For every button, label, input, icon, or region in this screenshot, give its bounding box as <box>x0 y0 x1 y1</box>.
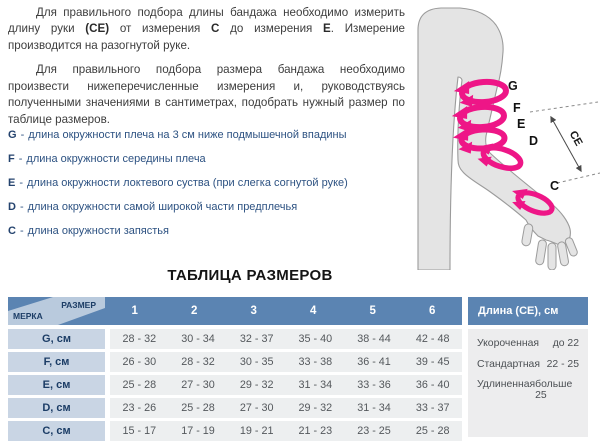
table-row-e <box>8 375 462 395</box>
corner-label-size: РАЗМЕР <box>61 300 96 310</box>
size-table-header-row <box>8 297 462 325</box>
row-cells <box>110 421 462 441</box>
intro-p1-bold-e: Е <box>323 22 331 36</box>
size-cell: 19 - 21 <box>239 425 274 437</box>
body-arm-silhouette <box>418 8 570 270</box>
size-cell: 33 - 38 <box>298 356 333 368</box>
intro-p1-seg: от измерения <box>109 22 212 36</box>
length-value: 22 - 25 <box>546 358 579 370</box>
measurement-letter: D <box>8 201 16 213</box>
size-column-header-1: 1 <box>131 305 138 317</box>
row-cells <box>110 398 462 418</box>
size-cell: 28 - 32 <box>122 333 157 345</box>
measurement-separator: - <box>18 153 23 165</box>
size-cell: 23 - 26 <box>122 402 157 414</box>
size-cell: 39 - 45 <box>415 356 450 368</box>
size-cell: 17 - 19 <box>181 425 215 437</box>
size-cell: 27 - 30 <box>239 402 274 414</box>
size-cell: 23 - 25 <box>357 425 391 437</box>
size-column-header-2: 2 <box>191 305 198 317</box>
finger <box>548 243 556 270</box>
thumb <box>521 223 533 246</box>
measurement-text: длина окружности самой широкой части предплечья <box>27 201 298 213</box>
measurement-letter: F <box>8 153 15 165</box>
length-row-standard <box>477 359 579 370</box>
measurement-separator: - <box>20 129 25 141</box>
size-cell: 33 - 36 <box>357 379 391 391</box>
intro-p1-bold-c: С <box>211 22 220 36</box>
size-cell: 29 - 32 <box>298 402 333 414</box>
measurement-letter: G <box>8 129 17 141</box>
intro-paragraph-2: Для правильного подбора размера бандажа необходимо произвести нижеперечисленные измерения и, руководствуясь полученными значениями в сантиметрах, подобрать нужный размер по таблице размеров. <box>8 63 405 126</box>
table-row-d <box>8 398 462 418</box>
measurement-text: длина окружности плеча на 3 см ниже подмышечной впадины <box>28 129 347 141</box>
length-row-long <box>477 379 579 401</box>
row-label: G, см <box>8 329 105 349</box>
ce-extension-line-top <box>530 102 598 112</box>
size-cell: 36 - 41 <box>357 356 391 368</box>
row-label: D, см <box>8 398 105 418</box>
size-column-header-3: 3 <box>250 305 257 317</box>
intro-p1-bold-ce: (СЕ) <box>85 22 110 36</box>
measurement-item-f <box>8 154 408 165</box>
intro-p1-seg: Для правильного подбора длины бандажа необходимо измерить длину руки <box>8 6 405 36</box>
size-cell: 42 - 48 <box>415 333 450 345</box>
table-row-f <box>8 352 462 372</box>
arm-measurement-diagram-icon <box>405 0 600 270</box>
measurement-item-e <box>8 178 408 189</box>
size-column-header-6: 6 <box>429 305 436 317</box>
size-cell: 26 - 30 <box>122 356 157 368</box>
measurement-list <box>8 130 408 250</box>
size-cell: 21 - 23 <box>298 425 333 437</box>
row-cells <box>110 329 462 349</box>
length-row-short <box>477 338 579 349</box>
measurement-letter: E <box>8 177 16 189</box>
measurement-item-g <box>8 130 408 141</box>
intro-p1-seg: до измерения <box>219 22 324 36</box>
size-cell: 29 - 32 <box>239 379 274 391</box>
measurement-text: длина окружности локтевого суства (при слегка согнутой руке) <box>27 177 348 189</box>
measurement-item-d <box>8 202 408 213</box>
ce-extension-line-bottom <box>557 173 600 183</box>
size-cell: 28 - 32 <box>181 356 215 368</box>
ce-dimension-label: CE <box>566 128 585 149</box>
length-value: больше 25 <box>535 379 573 401</box>
size-cell: 38 - 44 <box>357 333 391 345</box>
length-name: Укороченная <box>477 338 539 349</box>
length-panel-body <box>468 329 588 437</box>
size-cell: 30 - 34 <box>181 333 215 345</box>
measurement-letter: C <box>8 225 16 237</box>
corner-cell <box>8 297 105 325</box>
size-table <box>8 297 462 441</box>
size-column-header-5: 5 <box>369 305 376 317</box>
table-row-g <box>8 329 462 349</box>
measurement-text: длина окружности середины плеча <box>26 153 206 165</box>
size-cell: 36 - 40 <box>415 379 450 391</box>
intro-p1-seg: . Измерение производится на разогнутой руке. <box>8 22 406 52</box>
size-cell: 25 - 28 <box>122 379 157 391</box>
intro-paragraph-1 <box>8 5 405 54</box>
table-row-c <box>8 421 462 441</box>
size-cell: 33 - 37 <box>415 402 450 414</box>
size-cell: 25 - 28 <box>415 425 450 437</box>
corner-label-measure: МЕРКА <box>13 311 43 321</box>
diagram-label-g: G <box>508 79 518 93</box>
length-name: Стандартная <box>477 358 540 370</box>
size-cell: 31 - 34 <box>357 402 391 414</box>
length-name: Удлиненная <box>477 379 536 390</box>
diagram-label-d: D <box>529 134 539 148</box>
size-cell: 35 - 40 <box>298 333 333 345</box>
size-cell: 15 - 17 <box>122 425 157 437</box>
size-columns-band <box>105 297 462 325</box>
measurement-text: длина окружности запястья <box>27 225 169 237</box>
size-cell: 31 - 34 <box>298 379 333 391</box>
size-column-header-4: 4 <box>310 305 317 317</box>
size-cell: 27 - 30 <box>181 379 215 391</box>
finger <box>535 239 547 265</box>
measurement-item-c <box>8 226 408 237</box>
row-label: C, см <box>8 421 105 441</box>
diagram-label-f: F <box>513 101 521 115</box>
size-table-title: ТАБЛИЦА РАЗМЕРОВ <box>167 267 333 284</box>
row-cells <box>110 352 462 372</box>
length-value: до 22 <box>552 338 579 349</box>
intro-text <box>8 5 405 136</box>
diagram-label-e: E <box>517 117 526 131</box>
measurement-separator: - <box>19 177 24 189</box>
length-panel-header: Длина (СЕ), см <box>468 297 588 325</box>
size-cell: 25 - 28 <box>181 402 215 414</box>
diagram-label-c: C <box>550 179 560 193</box>
measurement-separator: - <box>19 201 24 213</box>
row-cells <box>110 375 462 395</box>
row-label: F, см <box>8 352 105 372</box>
size-cell: 32 - 37 <box>239 333 274 345</box>
size-cell: 30 - 35 <box>239 356 274 368</box>
measurement-separator: - <box>19 225 24 237</box>
row-label: E, см <box>8 375 105 395</box>
length-panel <box>468 297 588 437</box>
